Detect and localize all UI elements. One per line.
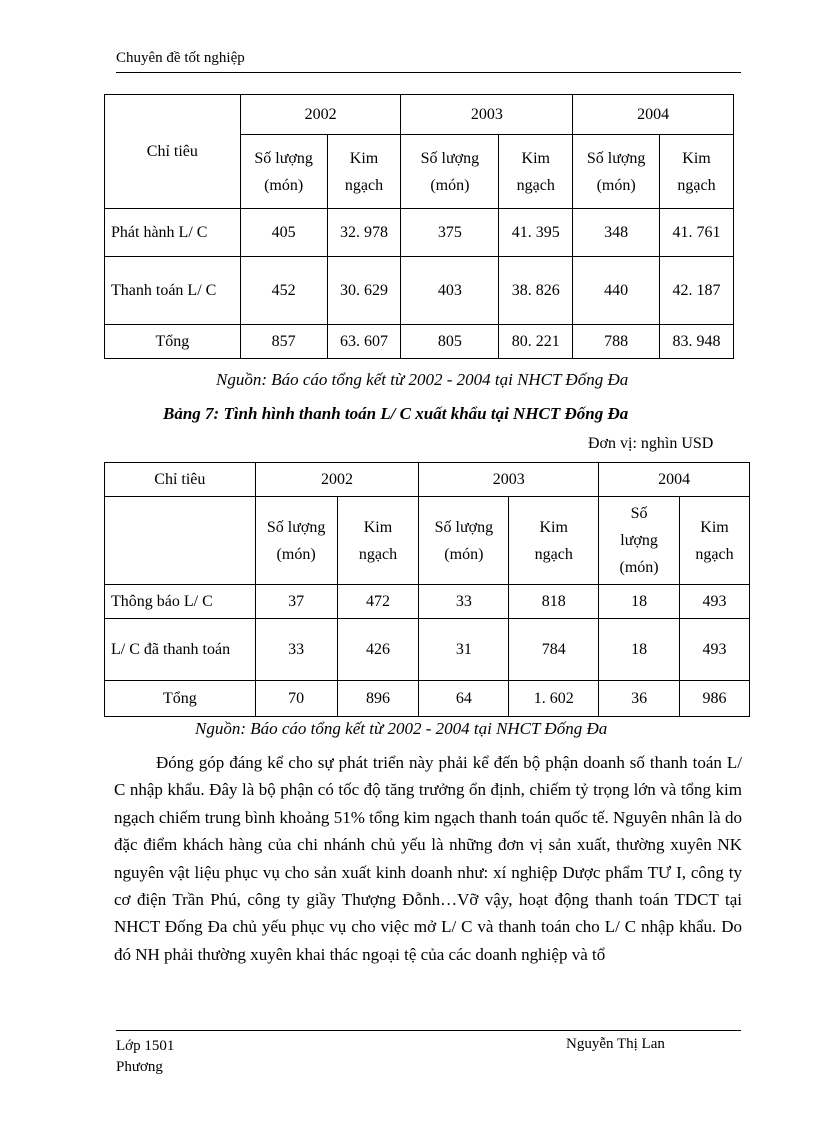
table-cell: 80. 221	[499, 325, 573, 359]
footer-right: Nguyễn Thị Lan	[566, 1036, 665, 1052]
year-header: 2002	[240, 95, 401, 135]
qty-header	[599, 497, 680, 585]
table-cell: 64	[419, 681, 509, 717]
table-cell: 1. 602	[509, 681, 599, 717]
header-text: (món)	[596, 176, 636, 194]
table-cell: 857	[240, 325, 327, 359]
table-row	[105, 619, 750, 681]
page-header: Chuyên đề tốt nghiệp	[116, 50, 245, 66]
table-cell: 375	[401, 209, 499, 257]
table-cell: 440	[573, 257, 660, 325]
table-cell: 70	[255, 681, 337, 717]
table2-source: Nguồn: Báo cáo tổng kết từ 2002 - 2004 tại NHCT Đống Đa	[195, 719, 608, 738]
header-text: Số lượng	[586, 149, 646, 167]
table2-unit: Đơn vị: nghìn USD	[588, 435, 714, 452]
header-text: (món)	[444, 545, 484, 563]
table-cell: 36	[599, 681, 680, 717]
import-lc-table	[104, 94, 734, 359]
header-text: Kim	[682, 149, 711, 167]
indicator-header: Chỉ tiêu	[105, 95, 241, 209]
amt-header	[680, 497, 750, 585]
qty-header	[573, 135, 660, 209]
table-cell: 788	[573, 325, 660, 359]
header-text: (món)	[264, 176, 304, 194]
table-cell: 493	[680, 585, 750, 619]
row-label: Thanh toán L/ C	[105, 257, 241, 325]
year-header: 2003	[401, 95, 573, 135]
header-text: (món)	[430, 176, 470, 194]
header-text: (món)	[276, 545, 316, 563]
header-text: ngạch	[677, 176, 716, 194]
table-cell: 405	[240, 209, 327, 257]
header-text: lượng	[620, 532, 658, 549]
footer-rule	[116, 1030, 741, 1031]
table-cell: 33	[255, 619, 337, 681]
table-cell: 896	[337, 681, 419, 717]
header-text: Kim	[700, 518, 729, 536]
row-label: Thông báo L/ C	[105, 585, 256, 619]
body-text	[114, 749, 742, 968]
table-cell: 426	[337, 619, 419, 681]
header-rule	[116, 72, 741, 73]
header-text: Số lượng	[266, 518, 326, 536]
qty-header	[255, 497, 337, 585]
header-text: ngạch	[516, 176, 555, 194]
row-label: Tổng	[105, 681, 256, 717]
header-text: Số lượng	[254, 149, 313, 167]
header-text: Số lượng	[420, 149, 480, 167]
table-cell: 38. 826	[499, 257, 573, 325]
table-cell: 348	[573, 209, 660, 257]
header-text: Số lượng	[434, 518, 494, 536]
table-cell: 33	[419, 585, 509, 619]
header-text: ngạch	[534, 545, 573, 563]
table-cell: 41. 761	[660, 209, 734, 257]
table-cell: 493	[680, 619, 750, 681]
table-header-row	[105, 95, 734, 135]
year-header: 2004	[573, 95, 734, 135]
row-label: Phát hành L/ C	[105, 209, 241, 257]
header-text: Kim	[349, 149, 379, 167]
table-row	[105, 209, 734, 257]
table-cell: 472	[337, 585, 419, 619]
header-text: (món)	[619, 559, 659, 576]
table-row	[105, 681, 750, 717]
header-text: Kim	[363, 518, 393, 536]
table-header-row	[105, 497, 750, 585]
row-label: L/ C đã thanh toán	[105, 619, 256, 681]
table-cell: 31	[419, 619, 509, 681]
table-cell: 452	[240, 257, 327, 325]
table-cell: 403	[401, 257, 499, 325]
header-text: Số	[630, 505, 648, 522]
qty-header	[240, 135, 327, 209]
table-row	[105, 585, 750, 619]
qty-header	[401, 135, 499, 209]
table1-source: Nguồn: Báo cáo tổng kết từ 2002 - 2004 tại NHCT Đống Đa	[216, 370, 629, 389]
table-cell: 18	[599, 619, 680, 681]
header-text: Kim	[539, 518, 568, 536]
header-text: Kim	[521, 149, 550, 167]
table-row	[105, 257, 734, 325]
amt-header	[337, 497, 419, 585]
export-lc-table	[104, 462, 750, 717]
table-cell: 784	[509, 619, 599, 681]
table-cell: 42. 187	[660, 257, 734, 325]
header-text: ngạch	[344, 176, 384, 194]
header-text: ngạch	[695, 545, 734, 563]
year-header: 2002	[255, 463, 419, 497]
table-cell: 83. 948	[660, 325, 734, 359]
table2-caption: Bảng 7: Tình hình thanh toán L/ C xuất khẩu tại NHCT Đống Đa	[163, 404, 629, 423]
table-cell: 818	[509, 585, 599, 619]
row-label: Tổng	[105, 325, 241, 359]
table-row	[105, 325, 734, 359]
empty-cell	[105, 497, 256, 585]
year-header: 2004	[599, 463, 750, 497]
amt-header	[499, 135, 573, 209]
year-header: 2003	[419, 463, 599, 497]
footer-left: Lớp 1501 Phương	[116, 1038, 175, 1075]
table-cell: 18	[599, 585, 680, 619]
table-cell: 41. 395	[499, 209, 573, 257]
amt-header	[327, 135, 401, 209]
table-cell: 32. 978	[327, 209, 401, 257]
amt-header	[660, 135, 734, 209]
table-cell: 986	[680, 681, 750, 717]
qty-header	[419, 497, 509, 585]
indicator-header: Chỉ tiêu	[105, 463, 256, 497]
body-paragraph: Đóng góp đáng kể cho sự phát triển này phải kể đến bộ phận doanh số thanh toán L/ C nhập khẩu. Đây là bộ phận có tốc độ tăng trưởng ổn định, chiếm tỷ trọng lớn và tổng kim ngạch chiếm trung bình khoảng 51% tổng kim ngạch thanh toán quốc tế. Nguyên nhân là do đặc điểm khách hàng của chi nhánh chủ yếu là những đơn vị sản xuất, thường xuyên NK nguyên vật liệu phục vụ cho sản xuất kinh doanh như: xí nghiệp Dược phẩm TƯ I, công ty cơ điện Trần Phú, công ty giầy Thượng Đỗnh…Vỡ vậy, hoạt động thanh toán TDCT tại NHCT Đống Đa chủ yếu phục vụ cho việc mở L/ C và thanh toán cho L/ C nhập khẩu. Do đó NH phải thường xuyên khai thác ngoại tệ của các doanh nghiệp và tổ	[114, 753, 742, 964]
table-cell: 63. 607	[327, 325, 401, 359]
table-cell: 37	[255, 585, 337, 619]
table-header-row	[105, 463, 750, 497]
table-cell: 30. 629	[327, 257, 401, 325]
table-cell: 805	[401, 325, 499, 359]
header-text: ngạch	[358, 545, 398, 563]
amt-header	[509, 497, 599, 585]
